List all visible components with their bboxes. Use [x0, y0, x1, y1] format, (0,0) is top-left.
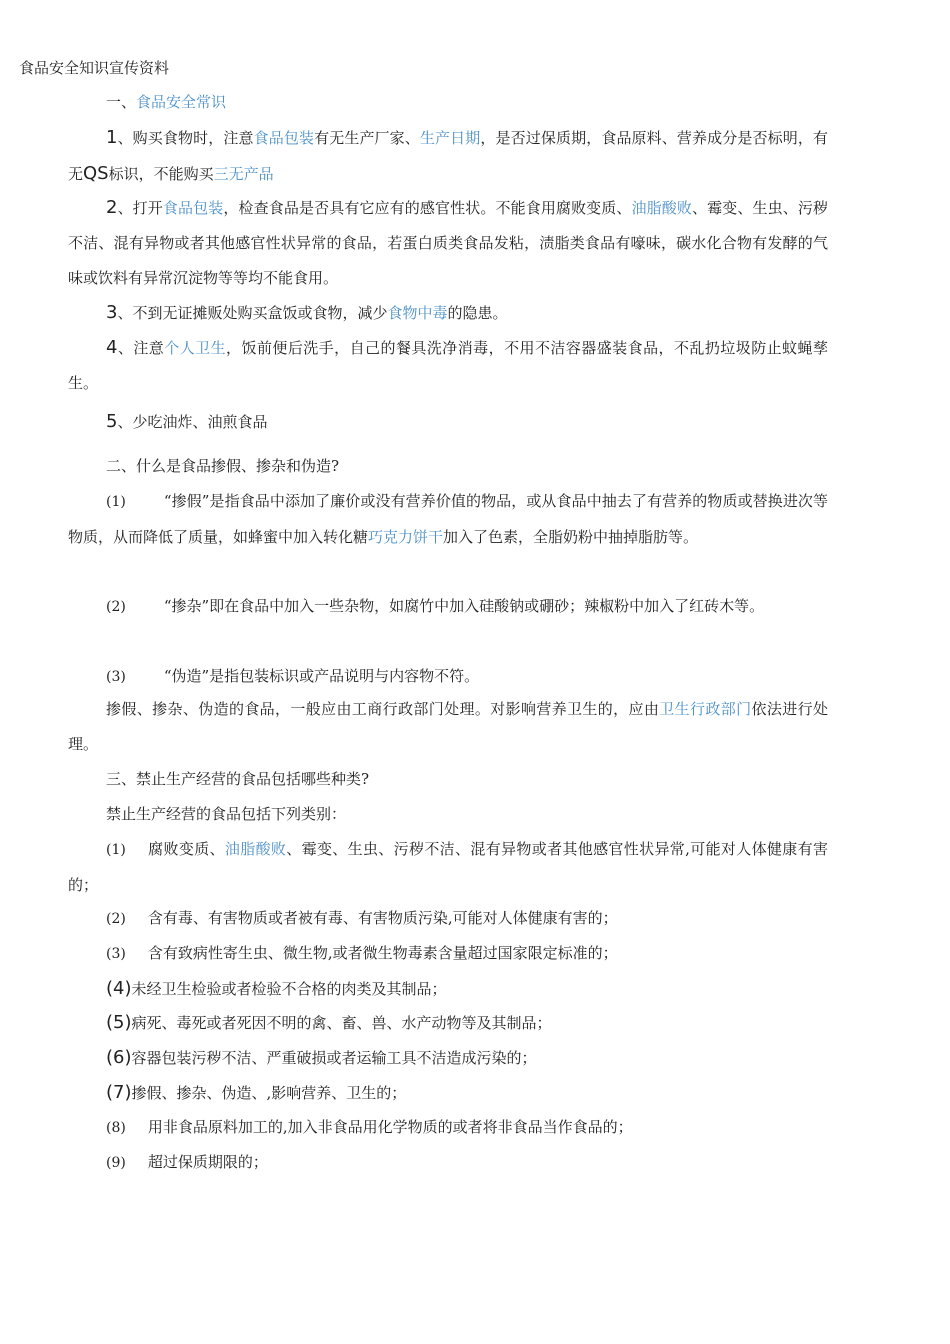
link-three-no-products[interactable]: 三无产品	[213, 165, 274, 183]
prohibited-item-1: (1) 腐败变质、油脂酸败、霉变、生虫、污秽不洁、混有异物或者其他感官性状异常,可能对人体健康有害的；	[68, 840, 828, 894]
prohibited-item-4: (4)未经卫生检验或者检验不合格的肉类及其制品；	[106, 978, 447, 999]
link-food-poisoning[interactable]: 食物中毒	[387, 304, 448, 322]
section-heading-3: 三、禁止生产经营的食品包括哪些种类?	[106, 770, 370, 788]
adulteration-item-3: (3) “伪造”是指包装标识或产品说明与内容物不符。	[106, 667, 480, 685]
paragraph-handling: 掺假、掺杂、伪造的食品，一般应由工商行政部门处理。对影响营养卫生的，应由卫生行政部门依法进行处理。	[68, 700, 828, 753]
prohibited-item-9: (9) 超过保质期限的；	[106, 1153, 268, 1171]
document-title: 食品安全知识宣传资料	[19, 59, 170, 77]
item-1: 1、购买食物时，注意食品包装有无生产厂家、生产日期，是否过保质期，食品原料、营养成分是否标明，有无QS标识，不能购买三无产品	[68, 127, 828, 184]
link-personal-hygiene[interactable]: 个人卫生	[164, 339, 227, 357]
item-5: 5、少吃油炸、油煎食品	[106, 411, 268, 432]
prohibited-item-5: (5)病死、毒死或者死因不明的禽、畜、兽、水产动物等及其制品；	[106, 1012, 552, 1033]
link-health-administration[interactable]: 卫生行政部门	[659, 700, 752, 718]
link-food-packaging-2[interactable]: 食品包装	[162, 199, 224, 217]
link-oil-rancidity-2[interactable]: 油脂酸败	[224, 840, 287, 858]
link-oil-rancidity[interactable]: 油脂酸败	[631, 199, 693, 217]
item-3: 3、不到无证摊贩处购买盒饭或食物，减少食物中毒的隐患。	[106, 302, 508, 323]
prohibited-item-6: (6)容器包装污秽不洁、严重破损或者运输工具不洁造成污染的；	[106, 1047, 537, 1068]
section-heading-1: 一、食品安全常识	[106, 93, 227, 111]
prohibited-item-3: (3) 含有致病性寄生虫、微生物,或者微生物毒素含量超过国家限定标准的；	[106, 944, 618, 962]
link-production-date[interactable]: 生产日期	[419, 129, 481, 147]
link-food-packaging[interactable]: 食品包装	[253, 129, 315, 147]
item-2: 2、打开食品包装，检查食品是否具有它应有的感官性状。不能食用腐败变质、油脂酸败、霉变、生虫、污秽不洁、混有异物或者其他感官性状异常的食品，若蛋白质类食品发粘，渍脂类食品有嚎味，碳水化合物有发酵的气味或饮料有异常沉淀物等等均不能食用。	[68, 197, 828, 287]
section-heading-2: 二、什么是食品掺假、掺杂和伪造?	[106, 457, 340, 475]
link-food-safety-knowledge[interactable]: 食品安全常识	[136, 93, 227, 111]
prohibited-item-8: (8) 用非食品原料加工的,加入非食品用化学物质的或者将非食品当作食品的；	[106, 1118, 633, 1136]
link-chocolate-biscuit[interactable]: 巧克力饼干	[368, 528, 444, 546]
prohibited-item-7: (7)掺假、掺杂、伪造、,影响营养、卫生的；	[106, 1082, 407, 1103]
item-4: 4、注意个人卫生，饭前便后洗手，自己的餐具洗净消毒，不用不洁容器盛装食品，不乱扔垃圾防止蚊蝇孳生。	[68, 337, 828, 392]
adulteration-item-2: (2) “掺杂”即在食品中加入一些杂物，如腐竹中加入硅酸钠或硼砂；辣椒粉中加入了红砖木等。	[106, 597, 765, 615]
adulteration-item-1: (1) “掺假”是指食品中添加了廉价或没有营养价值的物品，或从食品中抽去了有营养的物质或替换进次等物质，从而降低了质量，如蜂蜜中加入转化糖巧克力饼干加入了色素，全脂奶粉中抽掉脂肪等。	[68, 492, 828, 546]
paragraph-prohibited-intro: 禁止生产经营的食品包括下列类别：	[106, 805, 347, 823]
prohibited-item-2: (2) 含有毒、有害物质或者被有毒、有害物质污染,可能对人体健康有害的；	[106, 909, 618, 927]
